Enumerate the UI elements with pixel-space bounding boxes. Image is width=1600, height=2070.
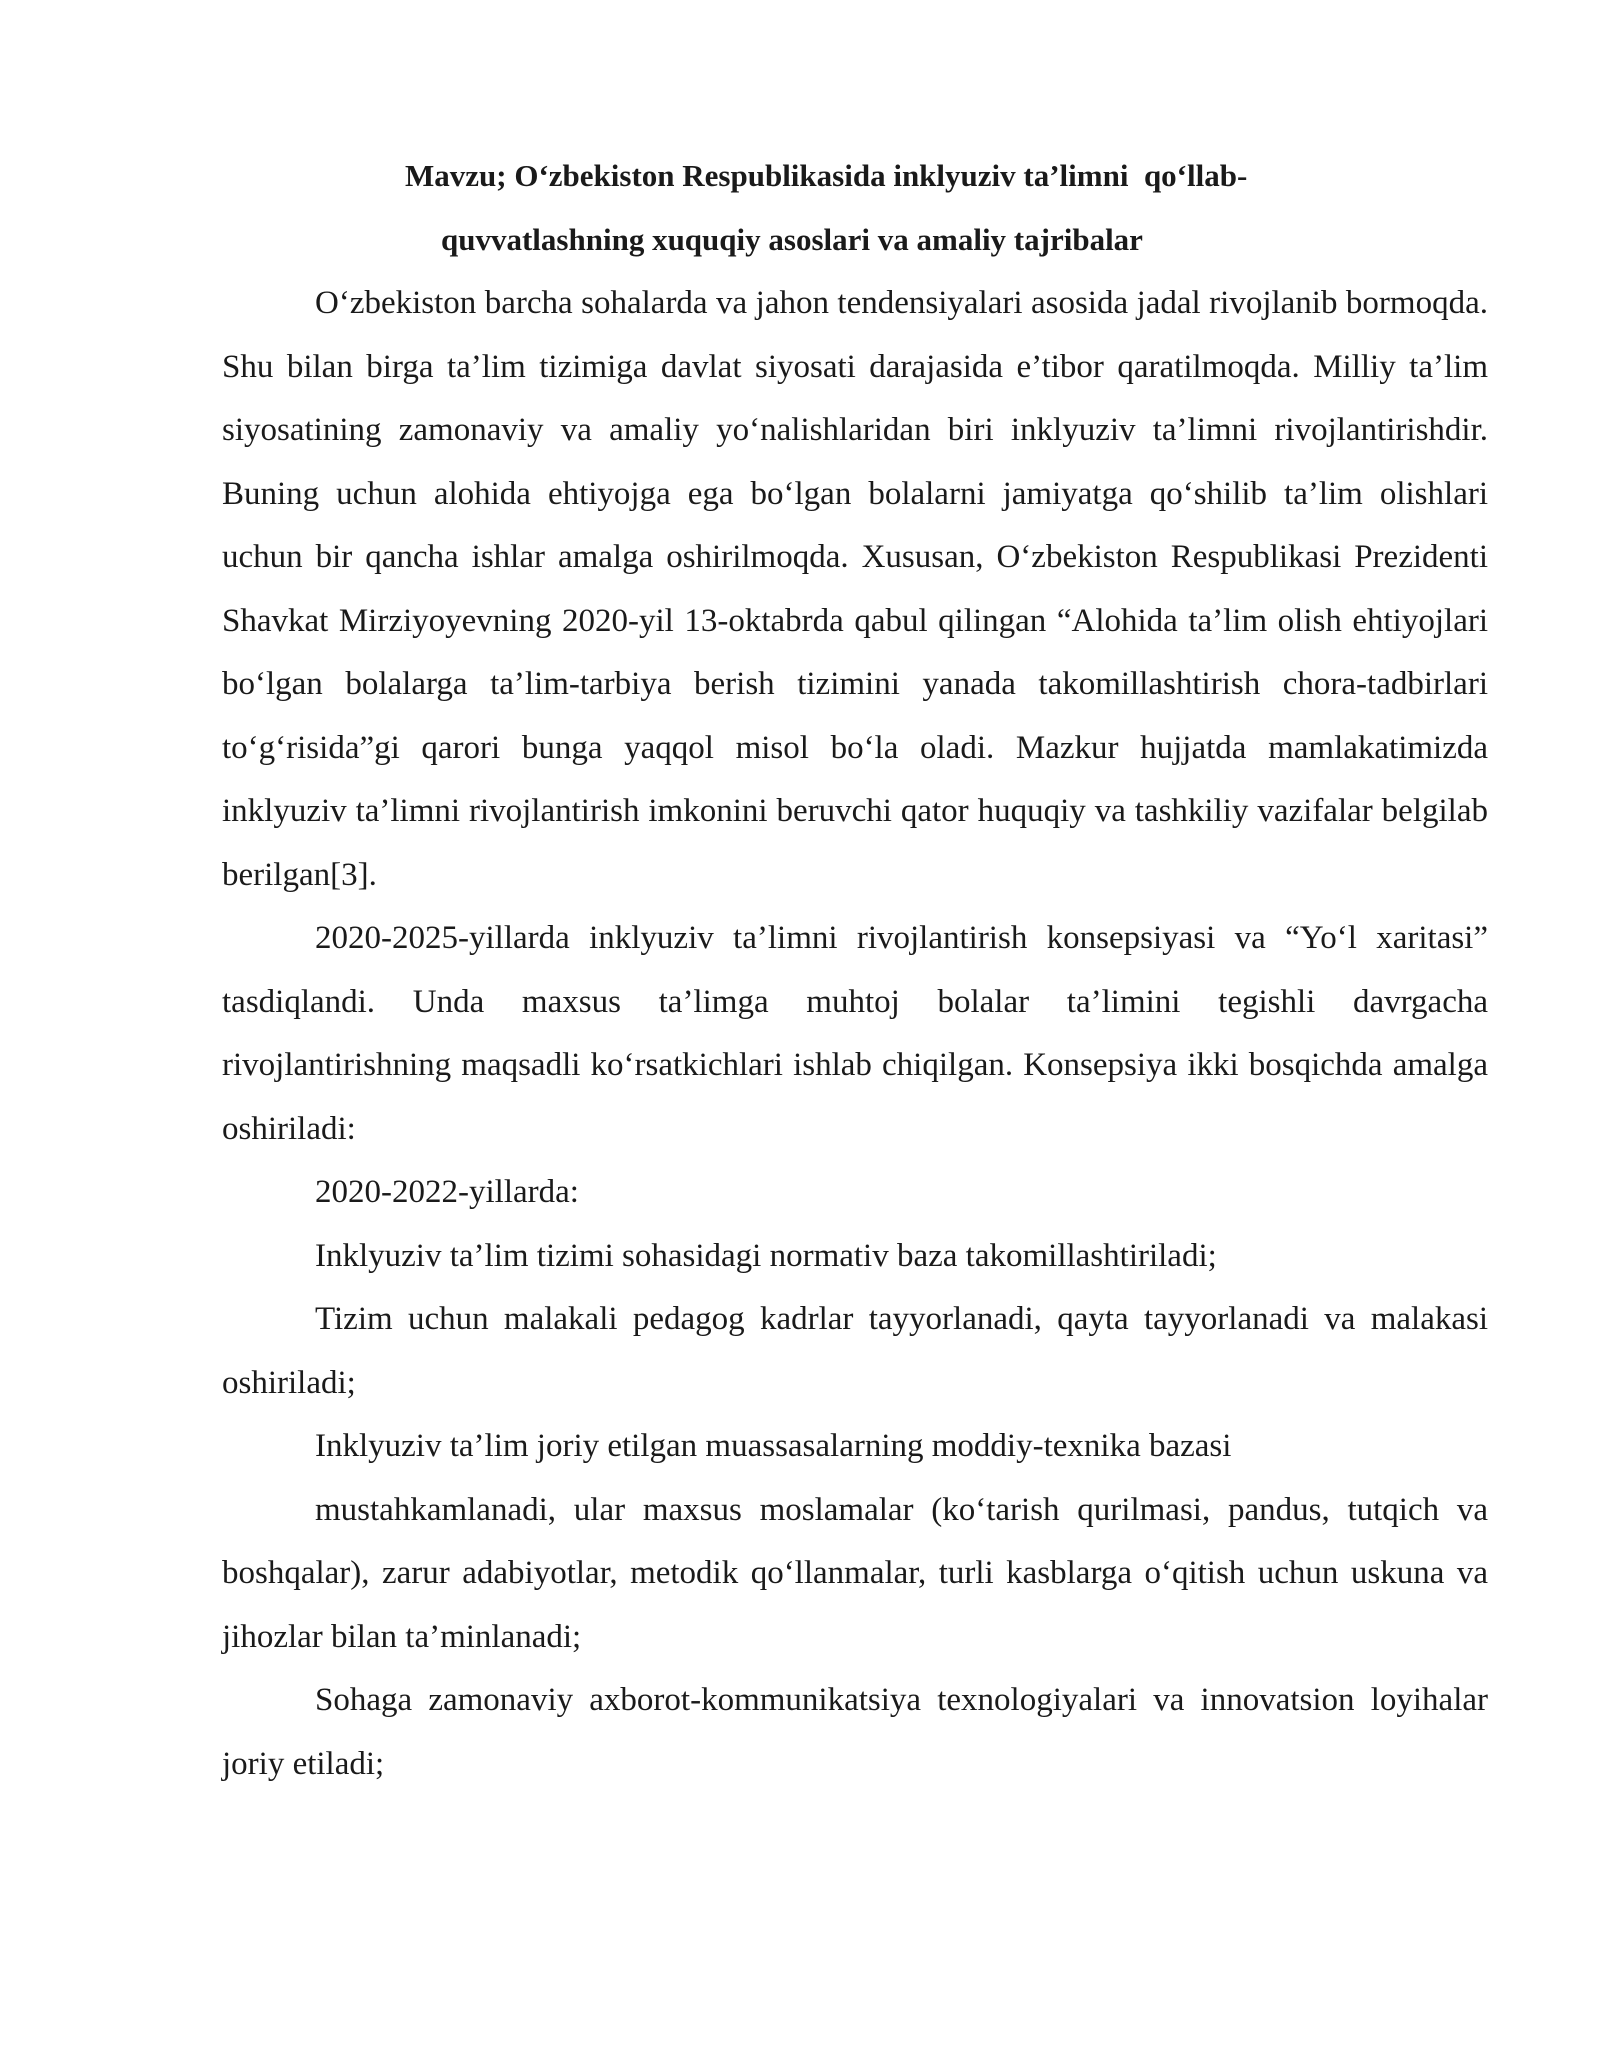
paragraph-item-material-base: Inklyuziv ta’lim joriy etilgan muassasalarning moddiy-texnika bazasi [315, 1428, 1232, 1464]
paragraph-item-staff: Tizim uchun malakali pedagog kadrlar tayyorlanadi, qayta tayyorlanadi va malakasi oshiriladi; [222, 1301, 1488, 1401]
paragraph-item-equipment: mustahkamlanadi, ular maxsus moslamalar (ko‘tarish qurilmasi, pandus, tutqich va boshqalar), zarur adabiyotlar, metodik qo‘llanmalar, turli kasblarga o‘qitish uchun uskuna va jihozlar bilan ta’minlanadi; [222, 1491, 1488, 1655]
paragraph-item-technology: Sohaga zamonaviy axborot-kommunikatsiya texnologiyalari va innovatsion loyihalar joriy etiladi; [222, 1682, 1488, 1782]
paragraph-period: 2020-2022-yillarda: [315, 1174, 579, 1210]
document-page [222, 144, 1488, 1796]
document-title [222, 144, 1488, 272]
document-body [222, 272, 1488, 1796]
paragraph-item-normative: Inklyuziv ta’lim tizimi sohasidagi normativ baza takomillashtiriladi; [315, 1237, 1217, 1274]
title-line-1: Mavzu; O‘zbekiston Respublikasida inklyuziv ta’limni qo‘llab- [405, 158, 1248, 193]
title-line-2: quvvatlashning xuquqiy asoslari va amaliy tajribalar [441, 222, 1143, 257]
paragraph-intro: O‘zbekiston barcha sohalarda va jahon tendensiyalari asosida jadal rivojlanib bormoqda. Shu bilan birga ta’lim tizimiga davlat siyosati darajasida e’tibor qaratilmoqda. Milliy ta’lim siyosatining zamonaviy va amaliy yo‘nalishlaridan biri inklyuziv ta’limni rivojlantirishdir. Buning uchun alohida ehtiyojga ega bo‘lgan bolalarni jamiyatga qo‘shilib ta’lim olishlari uchun bir qancha ishlar amalga oshirilmoqda. Xususan, O‘zbekiston Respublikasi Prezidenti Shavkat Mirziyoyevning 2020-yil 13-oktabrda qabul qilingan “Alohida ta’lim olish ehtiyojlari bo‘lgan bolalarga ta’lim-tarbiya berish tizimini yanada takomillashtirish chora-tadbirlari to‘g‘risida”gi qarori bunga yaqqol misol bo‘la oladi. Mazkur hujjatda mamlakatimizda inklyuziv ta’limni rivojlantirish imkonini beruvchi qator huquqiy va tashkiliy vazifalar belgilab berilgan[3]. [222, 285, 1488, 893]
paragraph-concept: 2020-2025-yillarda inklyuziv ta’limni rivojlantirish konsepsiyasi va “Yo‘l xaritasi” tasdiqlandi. Unda maxsus ta’limga muhtoj bolalar ta’limini tegishli davrgacha rivojlantirishning maqsadli ko‘rsatkichlari ishlab chiqilgan. Konsepsiya ikki bosqichda amalga oshiriladi: [222, 920, 1488, 1147]
